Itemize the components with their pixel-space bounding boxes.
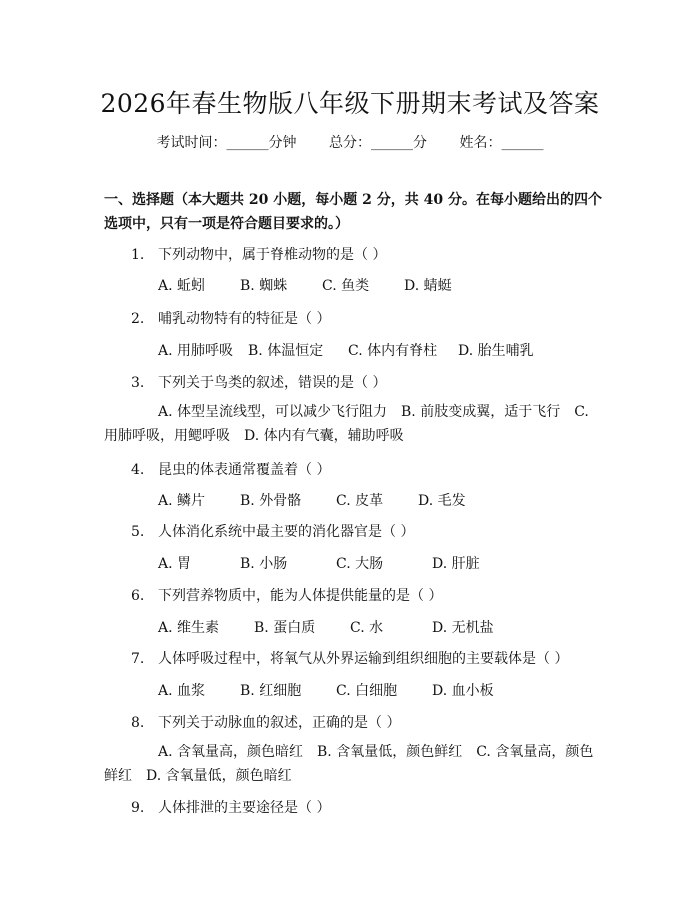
option-c: C. 含氧量高，颜色鲜红 (104, 744, 594, 784)
question-number: 5. (131, 524, 145, 540)
question-number: 6. (131, 588, 145, 604)
question-2-options (158, 340, 534, 360)
option-d: D. 体内有气囊，辅助呼吸 (244, 428, 404, 444)
option-c: C. 大肠 (336, 556, 384, 572)
question-number: 4. (131, 462, 145, 478)
question-4-options (158, 490, 466, 510)
question-text: 人体呼吸过程中，将氧气从外界运输到组织细胞的主要载体是（ ） (158, 651, 569, 667)
question-text: 哺乳动物特有的特征是（ ） (158, 311, 331, 327)
question-9 (131, 797, 330, 817)
option-c: C. 白细胞 (336, 683, 398, 699)
exam-total-score: 总分：______分 (329, 135, 427, 151)
question-text: 下列营养物质中，能为人体提供能量的是（ ） (158, 588, 443, 604)
question-text: 下列关于鸟类的叙述，错误的是（ ） (158, 375, 387, 391)
question-6-options (158, 617, 494, 637)
option-c: C. 水 (350, 620, 384, 636)
option-b: B. 蛋白质 (254, 620, 316, 636)
question-text: 昆虫的体表通常覆盖着（ ） (158, 462, 331, 478)
question-8-options (104, 740, 596, 788)
question-text: 下列关于动脉血的叙述，正确的是（ ） (158, 715, 401, 731)
option-b: B. 前肢变成翼，适于飞行 (401, 404, 561, 420)
option-b: B. 含氧量低，颜色鲜红 (317, 744, 463, 760)
option-d: D. 蜻蜓 (404, 278, 452, 294)
option-d: D. 含氧量低，颜色暗红 (146, 768, 292, 784)
question-5 (131, 521, 414, 541)
option-b: B. 体温恒定 (248, 343, 324, 359)
option-d: D. 无机盐 (432, 620, 494, 636)
option-a: A. 蚯蚓 (158, 278, 206, 294)
question-1-options (158, 275, 452, 295)
question-number: 8. (131, 715, 145, 731)
option-d: D. 毛发 (418, 493, 466, 509)
option-b: B. 小肠 (240, 556, 288, 572)
option-a: A. 维生素 (158, 620, 220, 636)
question-7 (131, 648, 568, 668)
question-4 (131, 459, 330, 479)
question-number: 1. (131, 247, 145, 263)
page-title: 2026年春生物版八年级下册期末考试及答案 (100, 89, 600, 118)
option-a: A. 含氧量高，颜色暗红 (158, 744, 304, 760)
option-b: B. 红细胞 (240, 683, 302, 699)
section-heading: 一、选择题（本大题共 20 小题，每小题 2 分，共 40 分。在每小题给出的四个选项中，只有一项是符合题目要求的。） (104, 192, 602, 232)
exam-info-line (0, 132, 700, 152)
option-b: B. 外骨骼 (240, 493, 302, 509)
option-c: C. 体内有脊柱 (348, 343, 438, 359)
question-number: 3. (131, 375, 145, 391)
option-d: D. 血小板 (432, 683, 494, 699)
option-b: B. 蜘蛛 (240, 278, 288, 294)
question-number: 2. (131, 311, 145, 327)
question-1 (131, 244, 386, 264)
option-c: C. 皮革 (336, 493, 384, 509)
question-7-options (158, 680, 494, 700)
option-a: A. 鳞片 (158, 493, 206, 509)
question-2 (131, 308, 330, 328)
question-3 (131, 372, 386, 392)
question-6 (131, 585, 442, 605)
option-c: C. 鱼类 (322, 278, 370, 294)
option-a: A. 胃 (158, 556, 192, 572)
question-number: 9. (131, 800, 145, 816)
question-text: 人体消化系统中最主要的消化器官是（ ） (158, 524, 415, 540)
option-a: A. 血浆 (158, 683, 206, 699)
option-d: D. 肝脏 (432, 556, 480, 572)
exam-time: 考试时间：______分钟 (156, 135, 297, 151)
option-d: D. 胎生哺乳 (458, 343, 534, 359)
option-c: C. 用肺呼吸，用鳃呼吸 (104, 404, 589, 444)
question-text: 下列动物中，属于脊椎动物的是（ ） (158, 247, 387, 263)
question-5-options (158, 553, 480, 573)
question-text: 人体排泄的主要途径是（ ） (158, 800, 331, 816)
question-number: 7. (131, 651, 145, 667)
question-3-options (104, 400, 596, 448)
option-a: A. 体型呈流线型，可以减少飞行阻力 (158, 404, 388, 420)
option-a: A. 用肺呼吸 (158, 343, 234, 359)
question-8 (131, 712, 400, 732)
student-name: 姓名：______ (459, 135, 544, 151)
